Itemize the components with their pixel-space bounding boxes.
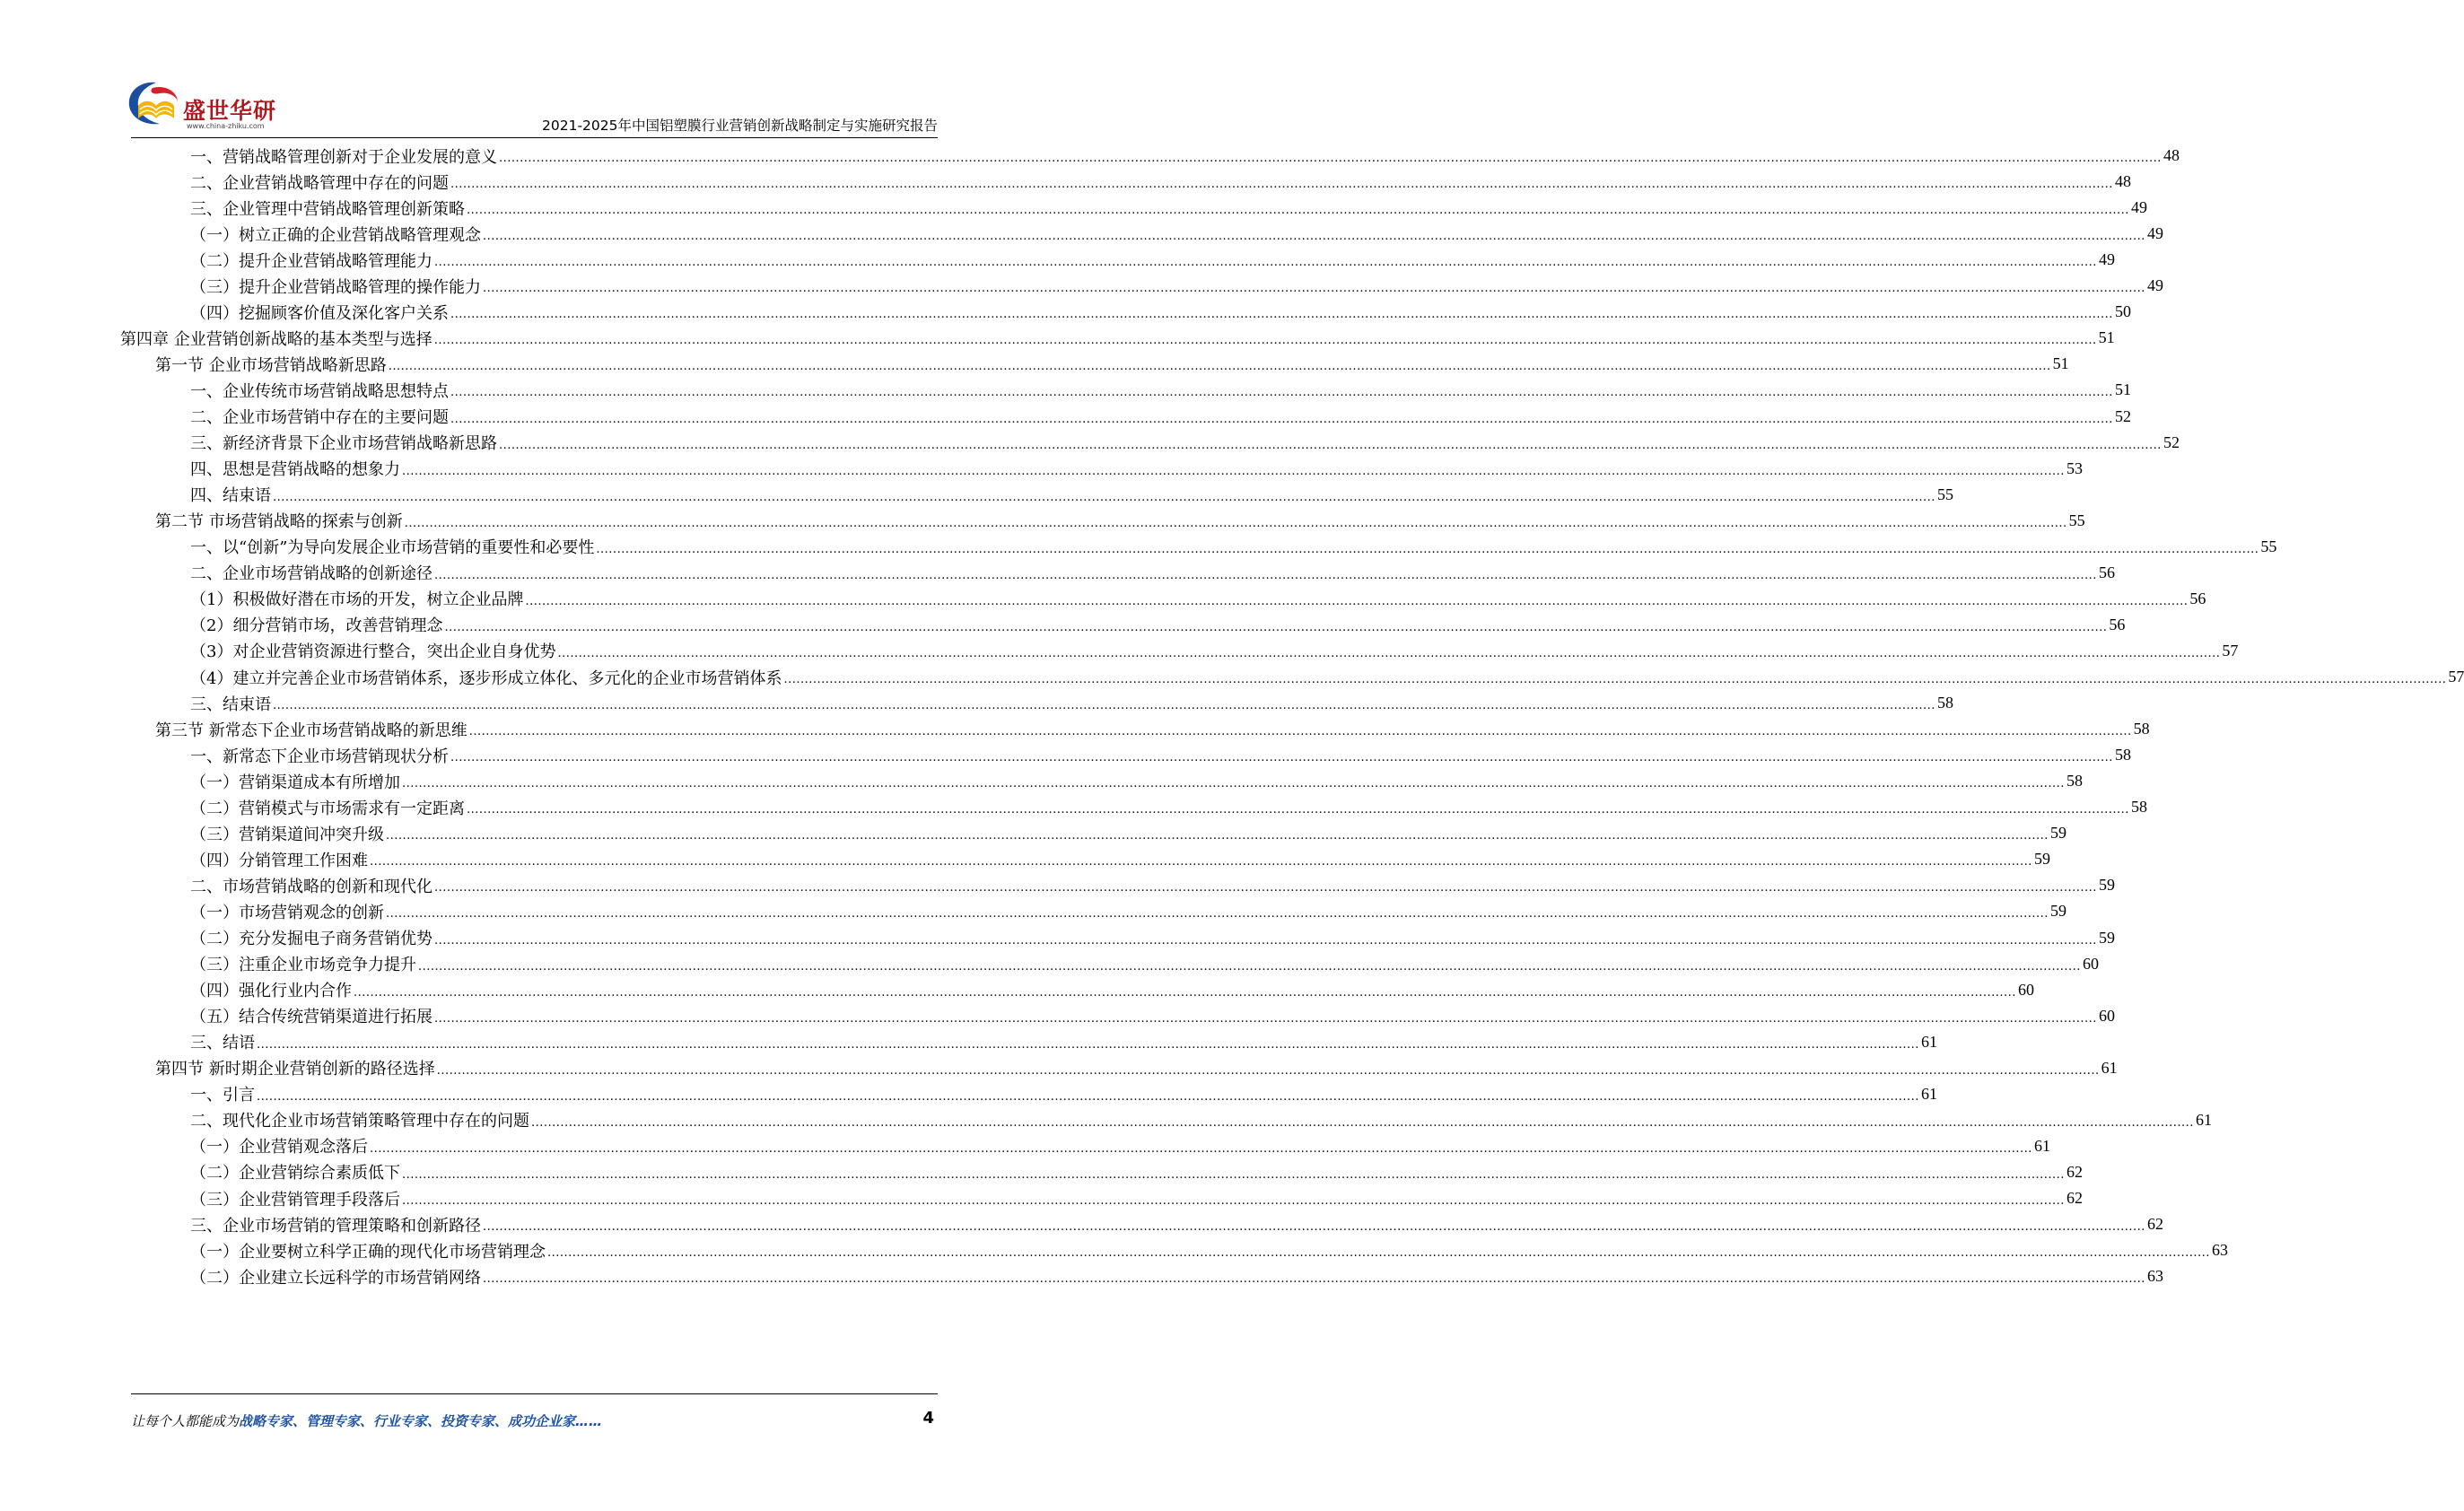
toc-entry-label: 一、营销战略管理创新对于企业发展的意义 [190,147,497,167]
toc-entry[interactable] [0,819,2066,847]
toc-dot-leader: ................................................................................................................................................................................................................................................................................................................................................................................................................ [450,178,2113,192]
toc-dot-leader: ................................................................................................................................................................................................................................................................................................................................................................................................................ [402,464,2065,478]
toc-entry-label: 一、企业传统市场营销战略思想特点 [190,381,449,401]
toc-entry[interactable] [0,1132,2050,1160]
toc-entry-label: 三、结束语 [190,694,271,714]
toc-entry-page: 59 [2049,824,2066,843]
toc-entry-page: 51 [2114,380,2131,399]
toc-entry-page: 57 [2448,668,2464,686]
toc-entry-page: 48 [2163,146,2180,164]
toc-entry-page: 59 [2033,850,2050,869]
toc-dot-leader: ................................................................................................................................................................................................................................................................................................................................................................................................................ [273,699,1935,713]
toc-dot-leader: ................................................................................................................................................................................................................................................................................................................................................................................................................ [386,907,2049,921]
toc-dot-leader: ................................................................................................................................................................................................................................................................................................................................................................................................................ [386,829,2049,843]
company-logo [126,75,278,131]
toc-dot-leader: ................................................................................................................................................................................................................................................................................................................................................................................................................ [370,855,2032,869]
toc-entry-label: 三、结语 [190,1034,255,1053]
toc-dot-leader: ................................................................................................................................................................................................................................................................................................................................................................................................................ [783,673,2447,686]
report-title: 2021-2025年中国铝塑膜行业营销创新战略制定与实施研究报告 [542,118,938,134]
toc-entry[interactable] [0,194,2147,222]
toc-entry-page: 58 [2130,798,2147,817]
toc-entry-label: （三）企业营销管理手段落后 [190,1190,400,1210]
toc-entry-label: 三、新经济背景下企业市场营销战略新思路 [190,434,497,454]
toc-entry-page: 51 [2098,328,2115,347]
toc-dot-leader: ................................................................................................................................................................................................................................................................................................................................................................................................................ [547,1246,2210,1261]
toc-dot-leader: ................................................................................................................................................................................................................................................................................................................................................................................................................ [467,204,2129,218]
toc-entry-page: 59 [2098,876,2115,895]
toc-dot-leader: ................................................................................................................................................................................................................................................................................................................................................................................................................ [483,1220,2145,1235]
toc-entry-label: （四）挖掘顾客价值及深化客户关系 [190,303,449,323]
toc-entry-label: 第一节 企业市场营销战略新思路 [155,355,387,375]
toc-entry-page: 53 [2066,459,2083,477]
toc-entry-page: 63 [2146,1267,2163,1286]
toc-entry-label: （二）企业建立长远科学的市场营销网络 [190,1268,481,1288]
toc-entry-label: 二、企业市场营销战略的创新途径 [190,564,433,584]
toc-entry[interactable] [0,950,2099,978]
toc-entry-page: 58 [1936,694,1953,712]
toc-entry-page: 63 [2211,1241,2228,1260]
toc-entry[interactable] [0,455,2083,483]
toc-entry-label: （二）营销模式与市场需求有一定距离 [190,799,465,818]
toc-entry-page: 61 [1920,1084,1937,1103]
toc-dot-leader: ................................................................................................................................................................................................................................................................................................................................................................................................................ [434,1011,2097,1026]
toc-dot-leader: ................................................................................................................................................................................................................................................................................................................................................................................................................ [402,1167,2065,1182]
toc-dot-leader: ................................................................................................................................................................................................................................................................................................................................................................................................................ [483,230,2145,244]
toc-entry-label: （3）对企业营销资源进行整合，突出企业自身优势 [190,642,556,662]
toc-entry[interactable] [0,1236,2228,1264]
toc-entry-label: （四）分销管理工作困难 [190,851,368,870]
toc-entry[interactable] [0,767,2083,795]
toc-entry-label: 二、企业市场营销中存在的主要问题 [190,408,449,427]
toc-entry-page: 48 [2114,172,2131,191]
toc-entry-label: 第二节 市场营销战略的探索与创新 [155,512,403,532]
toc-dot-leader: ................................................................................................................................................................................................................................................................................................................................................................................................................ [388,360,2051,374]
toc-entry-label: （一）树立正确的企业营销战略管理观念 [190,225,481,245]
toc-entry-page: 50 [2114,302,2131,321]
toc-dot-leader: ................................................................................................................................................................................................................................................................................................................................................................................................................ [433,334,2097,348]
toc-entry-page: 52 [2114,406,2131,425]
toc-entry-page: 49 [2146,224,2163,243]
toc-entry-label: （二）企业营销综合素质低下 [190,1164,400,1183]
toc-dot-leader: ................................................................................................................................................................................................................................................................................................................................................................................................................ [444,620,2108,634]
toc-entry[interactable] [0,585,2206,613]
toc-entry-label: （4）建立并完善企业市场营销体系，逐步形成立体化、多元化的企业市场营销体系 [190,668,782,688]
toc-entry-page: 59 [2049,902,2066,921]
toc-entry-page: 49 [2098,250,2115,269]
toc-dot-leader: ................................................................................................................................................................................................................................................................................................................................................................................................................ [450,412,2113,426]
toc-dot-leader: ................................................................................................................................................................................................................................................................................................................................................................................................................ [354,985,2016,1000]
toc-entry[interactable] [0,429,2180,457]
toc-entry-page: 60 [2082,954,2099,973]
toc-entry-page: 56 [2109,615,2126,633]
toc-entry-page: 61 [2195,1110,2212,1129]
toc-entry-page: 55 [1936,485,1953,503]
toc-dot-leader: ................................................................................................................................................................................................................................................................................................................................................................................................................ [531,1115,2194,1130]
toc-entry-label: 一、以“创新”为导向发展企业市场营销的重要性和必要性 [190,538,595,558]
toc-entry[interactable] [0,533,2277,561]
toc-dot-leader: ................................................................................................................................................................................................................................................................................................................................................................................................................ [370,1141,2032,1156]
toc-dot-leader: ................................................................................................................................................................................................................................................................................................................................................................................................................ [418,959,2081,974]
toc-entry-label: （1）积极做好潜在市场的开发，树立企业品牌 [190,590,524,610]
toc-dot-leader: ................................................................................................................................................................................................................................................................................................................................................................................................................ [434,256,2097,270]
toc-entry[interactable] [0,976,2034,1004]
toc-entry-label: 二、现代化企业市场营销策略管理中存在的问题 [190,1112,529,1131]
toc-entry-page: 61 [1920,1032,1937,1051]
toc-entry-label: （一）企业要树立科学正确的现代化市场营销理念 [190,1242,546,1262]
toc-entry[interactable] [0,403,2131,431]
toc-entry[interactable] [0,637,2239,665]
toc-dot-leader: ................................................................................................................................................................................................................................................................................................................................................................................................................ [499,152,2162,165]
toc-entry-page: 58 [2066,772,2083,790]
toc-dot-leader: ................................................................................................................................................................................................................................................................................................................................................................................................................ [404,516,2067,530]
toc-dot-leader: ................................................................................................................................................................................................................................................................................................................................................................................................................ [273,490,1935,504]
toc-entry[interactable] [0,1028,1937,1056]
toc-dot-leader: ................................................................................................................................................................................................................................................................................................................................................................................................................ [499,438,2162,452]
toc-entry[interactable] [0,1106,2212,1134]
page-header [0,0,1069,144]
toc-entry-page: 58 [2133,720,2150,738]
page-number: 4 [922,1409,934,1428]
toc-entry-page: 58 [2114,746,2131,764]
toc-entry-page: 56 [2098,563,2115,581]
toc-entry-label: 四、思想是营销战略的想象力 [190,460,400,480]
toc-entry-label: 三、企业管理中营销战略管理创新策略 [190,199,465,219]
toc-dot-leader: ................................................................................................................................................................................................................................................................................................................................................................................................................ [402,777,2065,791]
header-divider [131,137,938,138]
toc-entry-label: 第四节 新时期企业营销创新的路径选择 [155,1060,435,1079]
toc-entry-label: 第三节 新常态下企业市场营销战略的新思维 [155,721,467,740]
toc-dot-leader: ................................................................................................................................................................................................................................................................................................................................................................................................................ [434,933,2097,948]
toc-dot-leader: ................................................................................................................................................................................................................................................................................................................................................................................................................ [483,1272,2145,1287]
toc-entry-page: 61 [2101,1058,2118,1077]
toc-entry[interactable] [0,1210,2163,1238]
toc-entry[interactable] [0,924,2115,952]
toc-entry[interactable] [0,376,2131,404]
toc-entry-page: 61 [2033,1136,2050,1155]
toc-entry-label: （三）营销渠道间冲突升级 [190,825,384,844]
toc-entry-label: （一）企业营销观念落后 [190,1138,368,1157]
toc-entry-page: 49 [2130,198,2147,217]
toc-entry-page: 49 [2146,276,2163,295]
toc-entry[interactable] [0,1184,2083,1212]
toc-entry-label: 二、企业营销战略管理中存在的问题 [190,173,449,193]
footer-slogan [131,1411,602,1430]
toc-entry-label: 一、引言 [190,1086,255,1105]
toc-entry-label: （五）结合传统营销渠道进行拓展 [190,1008,433,1027]
toc-entry[interactable] [0,168,2131,196]
toc-dot-leader: ................................................................................................................................................................................................................................................................................................................................................................................................................ [257,1037,1919,1052]
toc-entry-page: 57 [2222,641,2239,659]
toc-entry-label: 一、新常态下企业市场营销现状分析 [190,747,449,766]
toc-entry-page: 60 [2017,980,2034,999]
toc-dot-leader: ................................................................................................................................................................................................................................................................................................................................................................................................................ [450,751,2113,765]
toc-entry-label: 第四章 企业营销创新战略的基本类型与选择 [120,329,433,349]
toc-entry-label: 二、市场营销战略的创新和现代化 [190,877,433,896]
toc-entry-label: （二）充分发掘电子商务营销优势 [190,930,433,948]
toc-entry[interactable] [0,1158,2083,1186]
toc-entry[interactable] [0,793,2147,821]
logo-name: 盛世华研 [183,98,277,124]
toc-entry[interactable] [0,871,2115,899]
toc-dot-leader: ................................................................................................................................................................................................................................................................................................................................................................................................................ [596,542,2259,556]
toc-entry[interactable] [0,689,1953,717]
toc-dot-leader: ................................................................................................................................................................................................................................................................................................................................................................................................................ [525,594,2189,608]
toc-entry[interactable] [0,715,2150,743]
toc-entry[interactable] [0,246,2115,274]
toc-entry-label: （一）营销渠道成本有所增加 [190,773,400,792]
toc-entry[interactable] [0,481,1953,509]
toc-entry[interactable] [0,298,2131,326]
toc-entry[interactable] [0,845,2050,873]
toc-entry-page: 59 [2098,928,2115,947]
toc-entry-page: 62 [2146,1215,2163,1234]
toc-entry[interactable] [0,324,2115,352]
toc-entry-label: 三、企业市场营销的管理策略和创新路径 [190,1216,481,1236]
logo-url: www.china-zhiku.com [187,122,265,130]
toc-entry-page: 60 [2098,1006,2115,1025]
toc-dot-leader: ................................................................................................................................................................................................................................................................................................................................................................................................................ [450,386,2113,400]
toc-entry[interactable] [0,1002,2115,1030]
toc-dot-leader: ................................................................................................................................................................................................................................................................................................................................................................................................................ [467,803,2129,817]
toc-dot-leader: ................................................................................................................................................................................................................................................................................................................................................................................................................ [402,1194,2065,1208]
toc-entry[interactable] [0,507,2085,535]
toc-dot-leader: ................................................................................................................................................................................................................................................................................................................................................................................................................ [434,881,2097,895]
toc-entry-page: 56 [2189,589,2206,607]
toc-dot-leader: ................................................................................................................................................................................................................................................................................................................................................................................................................ [450,308,2113,322]
toc-dot-leader: ................................................................................................................................................................................................................................................................................................................................................................................................................ [434,568,2097,582]
toc-entry[interactable] [0,559,2115,587]
footer-divider [131,1393,938,1394]
toc-entry-label: （四）强化行业内合作 [190,982,352,1001]
toc-entry[interactable] [0,272,2163,300]
toc-entry-page: 62 [2066,1162,2083,1181]
toc-entry[interactable] [0,350,2069,378]
toc-entry-page: 51 [2052,354,2069,373]
toc-dot-leader: ................................................................................................................................................................................................................................................................................................................................................................................................................ [557,646,2221,660]
slogan-prefix: 让每个人都能成为 [131,1413,240,1429]
toc-dot-leader: ................................................................................................................................................................................................................................................................................................................................................................................................................ [468,725,2132,739]
toc-entry[interactable] [0,1262,2163,1290]
toc-entry-label: （2）细分营销市场，改善营销理念 [190,616,443,636]
toc-dot-leader: ................................................................................................................................................................................................................................................................................................................................................................................................................ [257,1089,1919,1104]
toc-entry[interactable] [0,220,2163,248]
toc-entry-label: 四、结束语 [190,486,271,506]
toc-entry[interactable] [0,1054,2118,1082]
logo-mark-icon [126,79,183,129]
toc-entry-page: 55 [2068,511,2085,529]
toc-entry-label: （一）市场营销观念的创新 [190,903,384,922]
toc-dot-leader: ................................................................................................................................................................................................................................................................................................................................................................................................................ [436,1063,2100,1078]
toc-entry-label: （三）提升企业营销战略管理的操作能力 [190,277,481,297]
toc-entry[interactable] [0,142,2180,170]
toc-entry-label: （二）提升企业营销战略管理能力 [190,251,433,271]
toc-entry-label: （三）注重企业市场竞争力提升 [190,956,416,975]
slogan-accent: 战略专家、管理专家、行业专家、投资专家、成功企业家…… [239,1413,603,1429]
toc-entry[interactable] [0,897,2066,925]
toc-dot-leader: ................................................................................................................................................................................................................................................................................................................................................................................................................ [483,282,2145,296]
toc-entry[interactable] [0,741,2131,769]
toc-entry[interactable] [0,663,2464,691]
toc-entry-page: 52 [2163,432,2180,451]
toc-entry[interactable] [0,1080,1937,1108]
toc-entry[interactable] [0,611,2126,639]
toc-entry-page: 62 [2066,1189,2083,1207]
toc-entry-page: 55 [2260,537,2277,555]
